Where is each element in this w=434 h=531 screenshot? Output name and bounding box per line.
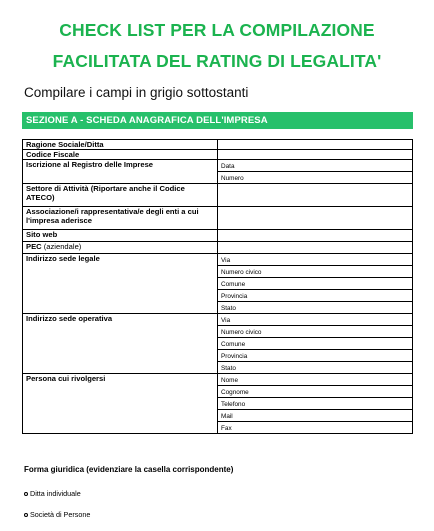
registro-numero-field[interactable]: Numero (218, 172, 413, 184)
associazione-field[interactable] (218, 207, 413, 230)
pec-field[interactable] (218, 242, 413, 254)
sede-operativa-provincia-field[interactable]: Provincia (218, 350, 413, 362)
sede-operativa-comune-field[interactable]: Comune (218, 338, 413, 350)
sede-legale-civico-field[interactable]: Numero civico (218, 266, 413, 278)
persona-mail-field[interactable]: Mail (218, 410, 413, 422)
sede-legale-comune-field[interactable]: Comune (218, 278, 413, 290)
instruction-text: Compilare i campi in grigio sottostanti (24, 85, 249, 100)
settore-attivita-field[interactable] (218, 184, 413, 207)
sede-legale-via-field[interactable]: Via (218, 254, 413, 266)
pec-label-text: PEC (26, 242, 42, 251)
radio-circle-icon[interactable] (24, 492, 28, 496)
sito-web-label: Sito web (23, 230, 218, 242)
persona-fax-field[interactable]: Fax (218, 422, 413, 434)
associazione-label: Associazione/i rappresentativa/e degli enti a cui l'impresa aderisce (23, 207, 218, 230)
sede-operativa-civico-field[interactable]: Numero civico (218, 326, 413, 338)
registro-imprese-label: Iscrizione al Registro delle Imprese (23, 160, 218, 184)
section-a-header: SEZIONE A - SCHEDA ANAGRAFICA DELL'IMPRESA (22, 112, 413, 129)
persona-label: Persona cui rivolgersi (23, 374, 218, 434)
option-label: Società di Persone (30, 510, 91, 519)
ragione-sociale-label: Ragione Sociale/Ditta (23, 140, 218, 150)
sede-legale-label: Indirizzo sede legale (23, 254, 218, 314)
option-societa-persone[interactable] (24, 510, 90, 519)
settore-attivita-label: Settore di Attività (Riportare anche il Codice ATECO) (23, 184, 218, 207)
persona-cognome-field[interactable]: Cognome (218, 386, 413, 398)
codice-fiscale-field[interactable] (218, 150, 413, 160)
sede-legale-stato-field[interactable]: Stato (218, 302, 413, 314)
document-title-line-2: FACILITATA DEL RATING DI LEGALITA' (52, 51, 382, 71)
sede-operativa-via-field[interactable]: Via (218, 314, 413, 326)
persona-nome-field[interactable]: Nome (218, 374, 413, 386)
sede-operativa-stato-field[interactable]: Stato (218, 362, 413, 374)
pec-note: (aziendale) (43, 242, 82, 251)
option-ditta-individuale[interactable] (24, 489, 81, 498)
radio-circle-icon[interactable] (24, 513, 28, 517)
ragione-sociale-field[interactable] (218, 140, 413, 150)
registro-data-field[interactable]: Data (218, 160, 413, 172)
document-title-line-1: CHECK LIST PER LA COMPILAZIONE (59, 20, 375, 40)
sede-legale-provincia-field[interactable]: Provincia (218, 290, 413, 302)
persona-telefono-field[interactable]: Telefono (218, 398, 413, 410)
option-label: Ditta individuale (30, 489, 81, 498)
forma-giuridica-label: Forma giuridica (evidenziare la casella corrispondente) (24, 465, 234, 474)
pec-label (23, 242, 218, 254)
codice-fiscale-label: Codice Fiscale (23, 150, 218, 160)
company-registry-form (22, 139, 413, 434)
sede-operativa-label: Indirizzo sede operativa (23, 314, 218, 374)
sito-web-field[interactable] (218, 230, 413, 242)
